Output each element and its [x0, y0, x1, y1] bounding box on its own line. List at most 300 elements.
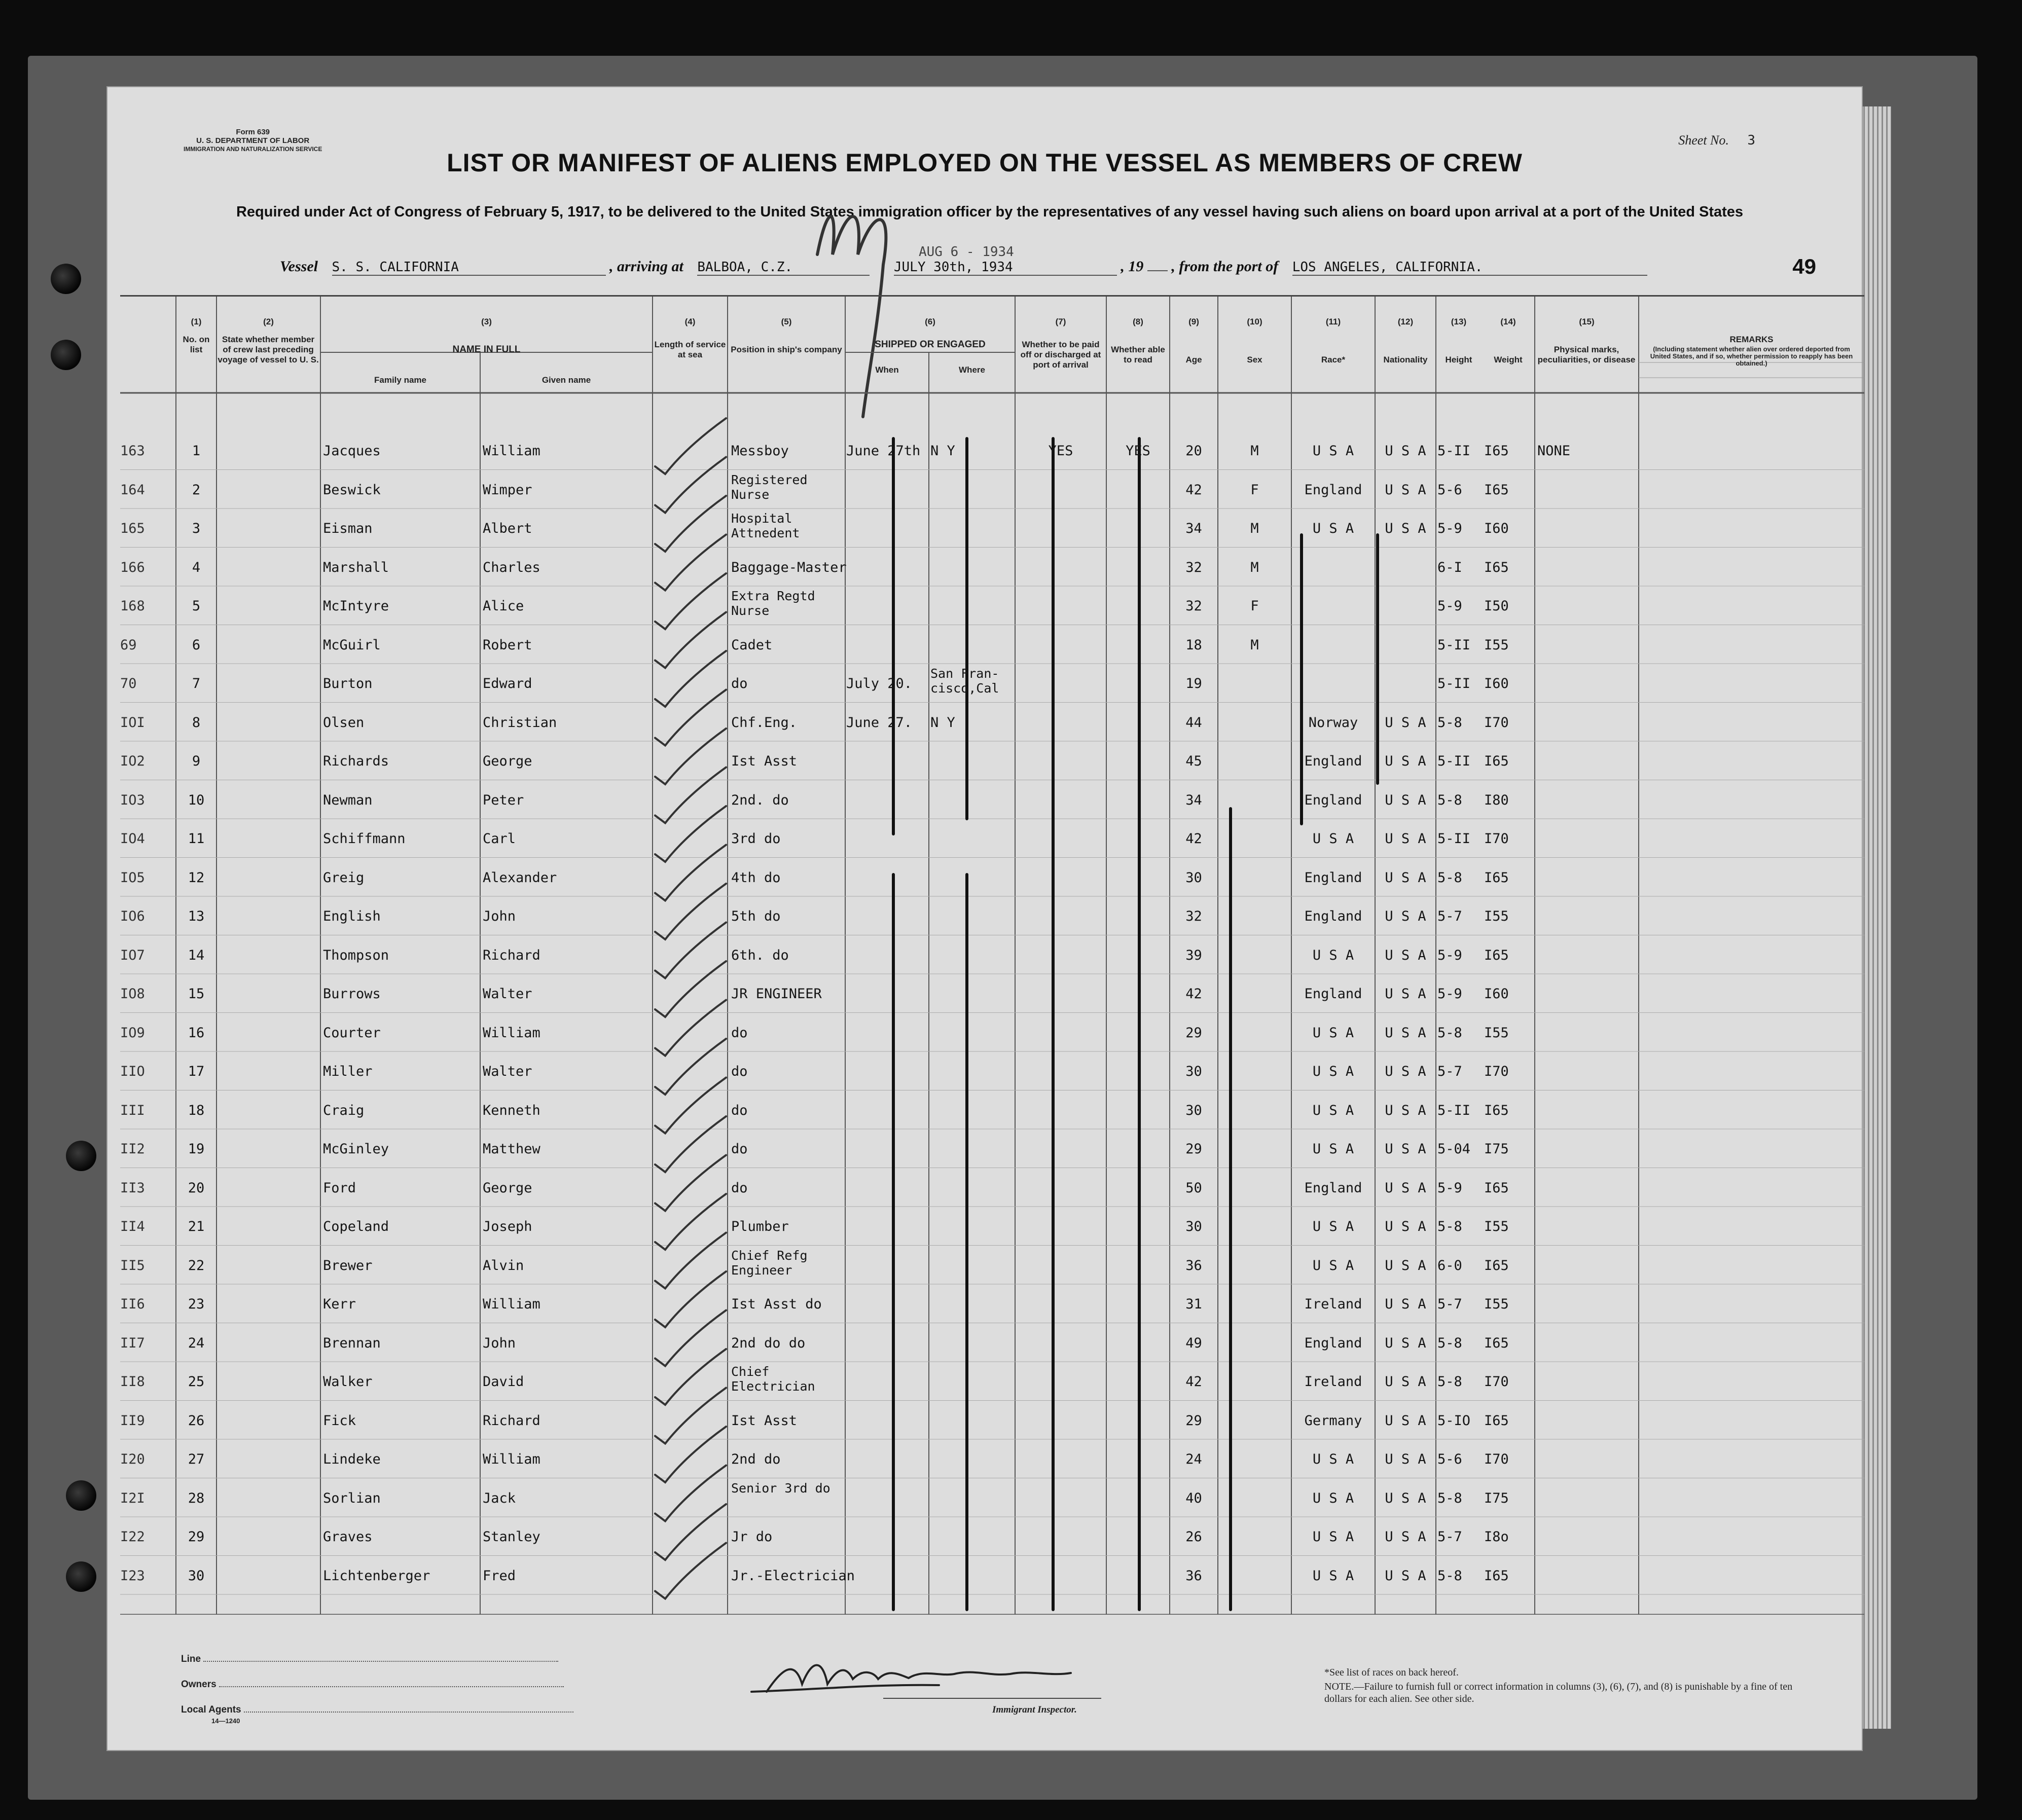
- height: 5-II: [1437, 443, 1471, 459]
- col-15-number: (15): [1579, 317, 1595, 326]
- vessel-name: S. S. CALIFORNIA: [332, 260, 606, 276]
- weight: I65: [1484, 753, 1509, 769]
- position: Jr.-Electrician: [731, 1568, 855, 1584]
- nationality: U S A: [1385, 1412, 1426, 1429]
- race: Ireland: [1304, 1296, 1362, 1312]
- row-number: 17: [188, 1064, 205, 1079]
- row-number: 23: [188, 1296, 205, 1312]
- penalty-note: NOTE.—Failure to furnish full or correct information in columns (3), (6), (7), and (8) is punishable by a fine of ten dollars for each alien. See other side.: [1324, 1681, 1793, 1704]
- row-number: 25: [188, 1374, 205, 1390]
- owners-field: [181, 1679, 564, 1690]
- nationality: U S A: [1385, 1490, 1426, 1506]
- weight: I65: [1484, 1335, 1509, 1351]
- height: 5-II: [1437, 637, 1471, 653]
- age: 36: [1185, 1568, 1202, 1584]
- age: 24: [1185, 1451, 1202, 1467]
- nationality: U S A: [1385, 1141, 1426, 1157]
- date-stamp: AUG 6 - 1934: [919, 244, 1014, 260]
- position: do: [731, 1141, 748, 1157]
- arrival-date: JULY 30th, 1934: [894, 260, 1117, 276]
- age: 50: [1185, 1180, 1202, 1196]
- row-number: 8: [192, 714, 201, 731]
- given-name: William: [483, 1296, 540, 1312]
- row-reference: II5: [120, 1257, 145, 1273]
- row-reference: I20: [120, 1451, 145, 1467]
- nationality: U S A: [1385, 443, 1426, 459]
- age: 42: [1185, 1374, 1202, 1390]
- height: 5-9: [1437, 986, 1462, 1002]
- agents-field: [181, 1704, 573, 1716]
- row-number: 4: [192, 559, 201, 575]
- col-header-remarks: REMARKS: [1729, 335, 1774, 344]
- col-header-paid-off: Whether to be paid off or discharged at port of arrival: [1020, 340, 1101, 370]
- col-10-number: (10): [1247, 317, 1262, 326]
- row-reference: 163: [120, 443, 145, 459]
- position: Senior 3rd do: [731, 1480, 831, 1496]
- col-header-name-in-full: NAME IN FULL: [452, 344, 521, 355]
- position: Chf.Eng.: [731, 714, 798, 731]
- given-name: Kenneth: [483, 1102, 540, 1118]
- col-header-race: Race*: [1321, 355, 1346, 365]
- height: 5-II: [1437, 831, 1471, 847]
- nationality: U S A: [1385, 521, 1426, 536]
- row-reference: II6: [120, 1296, 145, 1312]
- family-name: McGuirl: [323, 637, 381, 653]
- row-reference: II4: [120, 1219, 145, 1234]
- position: do: [731, 676, 748, 691]
- race: U S A: [1312, 1219, 1354, 1234]
- height: 5-7: [1437, 1064, 1462, 1079]
- given-name: Jack: [483, 1490, 516, 1506]
- given-name: Matthew: [483, 1141, 540, 1157]
- race: U S A: [1312, 1025, 1354, 1041]
- department-name: U. S. DEPARTMENT OF LABOR: [196, 136, 310, 145]
- binder-hole: [66, 1561, 96, 1592]
- col-12-number: (12): [1397, 317, 1414, 326]
- col-8-number: (8): [1133, 317, 1143, 326]
- weight: I55: [1484, 908, 1509, 924]
- given-name: Christian: [483, 714, 557, 731]
- race: Ireland: [1304, 1374, 1362, 1390]
- shipped-where: San Fran-cisco,Cal: [930, 666, 999, 696]
- position: do: [731, 1064, 748, 1079]
- age: 44: [1185, 714, 1202, 731]
- family-name: McGinley: [323, 1141, 389, 1157]
- given-name: William: [483, 1451, 540, 1467]
- height: 5-6: [1437, 1451, 1462, 1467]
- col-4-number: (4): [684, 317, 696, 326]
- vessel-label: Vessel: [280, 258, 318, 275]
- race: U S A: [1312, 1257, 1354, 1273]
- row-number: 13: [188, 908, 205, 924]
- position: Ist Asst: [731, 1412, 798, 1429]
- row-number: 2: [192, 482, 201, 498]
- position: Ist Asst: [731, 753, 798, 769]
- row-reference: III: [120, 1102, 145, 1118]
- able-to-read: YES: [1126, 443, 1150, 459]
- family-name: Greig: [323, 869, 365, 886]
- race: U S A: [1312, 1568, 1354, 1584]
- shipped-when: June 27.: [846, 714, 913, 731]
- sheet-number: [1678, 133, 1755, 148]
- row-reference: IO4: [120, 831, 145, 847]
- family-name: Fick: [323, 1412, 356, 1429]
- row-reference: IO7: [120, 947, 145, 963]
- race: U S A: [1312, 831, 1354, 847]
- age: 19: [1185, 676, 1202, 691]
- given-name: George: [483, 1180, 532, 1196]
- weight: I70: [1484, 1374, 1509, 1390]
- family-name: Lichtenberger: [323, 1568, 430, 1584]
- given-name: Fred: [483, 1568, 516, 1584]
- col-header-age: Age: [1185, 355, 1202, 365]
- arriving-label: , arriving at: [609, 258, 683, 275]
- row-reference: I23: [120, 1568, 145, 1584]
- family-name: Richards: [323, 753, 389, 769]
- height: 5-9: [1437, 521, 1462, 536]
- age: 30: [1185, 1064, 1202, 1079]
- given-name: John: [483, 1335, 516, 1351]
- age: 45: [1185, 753, 1202, 769]
- col-header-no-on-list: No. on list: [183, 335, 210, 354]
- given-name: Charles: [483, 559, 540, 575]
- nationality: U S A: [1385, 1180, 1426, 1196]
- nationality: U S A: [1385, 1374, 1426, 1390]
- family-name: Olsen: [323, 714, 365, 731]
- manifest-sheet: [106, 86, 1863, 1751]
- weight: I55: [1484, 1219, 1509, 1234]
- row-number: 15: [188, 986, 205, 1002]
- arrival-port: BALBOA, C.Z.: [697, 260, 870, 276]
- page-number: 49: [1792, 254, 1816, 278]
- family-name: Craig: [323, 1102, 365, 1118]
- col-header-physical-marks: Physical marks, peculiarities, or disease: [1537, 345, 1636, 365]
- height: 5-04: [1437, 1141, 1471, 1157]
- page-subtitle: Required under Act of Congress of February 5, 1917, to be delivered to the United States immigration officer by the representatives of any vessel having such aliens on board upon arrival at a port of the United States: [236, 204, 1744, 220]
- binder-hole: [66, 1480, 96, 1511]
- col-header-remarks-note: (Including statement whether alien over ordered deported from United States, and if so, whether permission to reapply has been obtained.): [1650, 345, 1853, 367]
- race: England: [1304, 1180, 1362, 1196]
- family-name: Newman: [323, 792, 373, 808]
- family-name: Kerr: [323, 1296, 356, 1312]
- row-reference: II9: [120, 1412, 145, 1429]
- family-name: Jacques: [323, 443, 381, 459]
- row-number: 30: [188, 1568, 205, 1584]
- given-name: Peter: [483, 792, 524, 808]
- given-name: Joseph: [483, 1219, 532, 1234]
- row-number: 14: [188, 947, 205, 963]
- weight: I65: [1484, 947, 1509, 963]
- row-number: 21: [188, 1219, 205, 1234]
- height: 5-8: [1437, 1490, 1462, 1506]
- height: 5-8: [1437, 1219, 1462, 1234]
- sex: M: [1250, 443, 1259, 459]
- given-name: Stanley: [483, 1529, 540, 1545]
- col-2-number: (2): [263, 317, 274, 326]
- race: England: [1304, 482, 1362, 498]
- service-check-mark: [655, 1543, 726, 1599]
- row-number: 1: [192, 443, 201, 459]
- nationality: U S A: [1385, 1257, 1426, 1273]
- age: 32: [1185, 908, 1202, 924]
- col-header-able-to-read: Whether able to read: [1111, 345, 1165, 365]
- height: 5-II: [1437, 1102, 1471, 1118]
- age: 26: [1185, 1529, 1202, 1545]
- row-number: 20: [188, 1180, 205, 1196]
- family-name: Graves: [323, 1529, 373, 1545]
- row-reference: 70: [120, 676, 137, 691]
- row-reference: II2: [120, 1141, 145, 1157]
- binder-hole: [51, 264, 81, 294]
- col-header-sex: Sex: [1247, 355, 1262, 365]
- row-reference: II3: [120, 1180, 145, 1196]
- height: 5-7: [1437, 908, 1462, 924]
- position: JR ENGINEER: [731, 986, 822, 1002]
- col-9-number: (9): [1188, 317, 1199, 326]
- height: 5-8: [1437, 792, 1462, 808]
- height: 5-II: [1437, 676, 1471, 691]
- nationality: U S A: [1385, 1219, 1426, 1234]
- shipped-when: June 27th: [846, 443, 921, 459]
- nationality: U S A: [1385, 908, 1426, 924]
- weight: I60: [1484, 986, 1509, 1002]
- weight: I65: [1484, 1412, 1509, 1429]
- position: 5th do: [731, 908, 781, 924]
- row-reference: 166: [120, 559, 145, 575]
- weight: I55: [1484, 1025, 1509, 1041]
- row-number: 7: [192, 676, 201, 691]
- family-name: Schiffmann: [323, 831, 406, 847]
- from-port-label: , from the port of: [1171, 258, 1279, 275]
- given-name: John: [483, 908, 516, 924]
- family-name: Miller: [323, 1064, 373, 1079]
- height: 5-II: [1437, 753, 1471, 769]
- family-name: Burrows: [323, 986, 381, 1002]
- owners-label: Owners: [181, 1679, 216, 1690]
- age: 39: [1185, 947, 1202, 963]
- row-number: 11: [188, 831, 205, 847]
- form-number: Form 639: [236, 128, 270, 136]
- position: Jr do: [731, 1529, 773, 1545]
- height: 5-9: [1437, 947, 1462, 963]
- position: 2nd. do: [731, 792, 789, 808]
- row-reference: II7: [120, 1335, 145, 1351]
- sex: M: [1250, 637, 1259, 653]
- family-name: Beswick: [323, 482, 381, 498]
- height: 5-8: [1437, 714, 1462, 731]
- nationality: U S A: [1385, 831, 1426, 847]
- race: England: [1304, 908, 1362, 924]
- sex: M: [1250, 559, 1259, 575]
- row-number: 19: [188, 1141, 205, 1157]
- given-name: Robert: [483, 637, 532, 653]
- inspector-label: Immigrant Inspector.: [992, 1704, 1077, 1715]
- col-header-height: Height: [1445, 355, 1472, 365]
- race: U S A: [1312, 1451, 1354, 1467]
- row-number: 12: [188, 869, 205, 886]
- line-field: [181, 1654, 558, 1665]
- row-number: 6: [192, 637, 201, 653]
- col-14-number: (14): [1500, 317, 1516, 326]
- family-name: Marshall: [323, 559, 389, 575]
- age: 49: [1185, 1335, 1202, 1351]
- given-name: Walter: [483, 1064, 532, 1079]
- race: U S A: [1312, 1529, 1354, 1545]
- race: England: [1304, 986, 1362, 1002]
- weight: I65: [1484, 869, 1509, 886]
- nationality: U S A: [1385, 947, 1426, 963]
- race: England: [1304, 792, 1362, 808]
- height: 6-0: [1437, 1257, 1462, 1273]
- weight: I65: [1484, 1102, 1509, 1118]
- col-header-when: When: [875, 365, 899, 375]
- race: U S A: [1312, 1064, 1354, 1079]
- height: 5-8: [1437, 1025, 1462, 1041]
- position: 4th do: [731, 869, 781, 886]
- col-header-length-of-service: Length of service at sea: [654, 340, 726, 359]
- shipped-where: N Y: [930, 714, 955, 731]
- nationality: U S A: [1385, 1335, 1426, 1351]
- row-reference: IO6: [120, 908, 145, 924]
- position: Baggage-Master: [731, 559, 847, 575]
- from-port: LOS ANGELES, CALIFORNIA.: [1292, 260, 1647, 276]
- race: Norway: [1308, 714, 1358, 731]
- family-name: Sorlian: [323, 1490, 381, 1506]
- given-name: Alexander: [483, 869, 557, 886]
- weight: I50: [1484, 598, 1509, 614]
- age: 29: [1185, 1412, 1202, 1429]
- weight: I60: [1484, 676, 1509, 691]
- age: 20: [1185, 443, 1202, 459]
- row-number: 24: [188, 1335, 205, 1351]
- weight: I55: [1484, 1296, 1509, 1312]
- col-3-number: (3): [481, 317, 492, 326]
- weight: I70: [1484, 1451, 1509, 1467]
- weight: I60: [1484, 521, 1509, 536]
- height: 5-7: [1437, 1296, 1462, 1312]
- age: 30: [1185, 1102, 1202, 1118]
- given-name: George: [483, 753, 532, 769]
- age: 29: [1185, 1141, 1202, 1157]
- age: 42: [1185, 831, 1202, 847]
- row-reference: IOI: [120, 714, 145, 731]
- race: U S A: [1312, 947, 1354, 963]
- inspector-signature: [746, 1649, 1111, 1704]
- given-name: Richard: [483, 947, 540, 963]
- row-reference: IO8: [120, 986, 145, 1002]
- nationality: U S A: [1385, 1296, 1426, 1312]
- position: do: [731, 1025, 748, 1041]
- age: 30: [1185, 1219, 1202, 1234]
- row-reference: I2I: [120, 1490, 145, 1506]
- given-name: Alvin: [483, 1257, 524, 1273]
- race: England: [1304, 869, 1362, 886]
- given-name: David: [483, 1374, 524, 1390]
- position: Plumber: [731, 1219, 789, 1234]
- vessel-line: [280, 258, 1647, 276]
- col-header-last-voyage: State whether member of crew last preceding voyage of vessel to U. S.: [218, 335, 319, 365]
- race-footnote: *See list of races on back hereof.: [1324, 1667, 1459, 1678]
- height: 5-9: [1437, 1180, 1462, 1196]
- row-number: 22: [188, 1257, 205, 1273]
- family-name: English: [323, 908, 381, 924]
- row-number: 9: [192, 753, 201, 769]
- col-7-number: (7): [1055, 317, 1066, 326]
- weight: I75: [1484, 1490, 1509, 1506]
- col-header-family-name: Family name: [374, 375, 426, 385]
- given-name: Carl: [483, 831, 516, 847]
- family-name: Burton: [323, 676, 373, 691]
- height: 5-8: [1437, 869, 1462, 886]
- row-number: 16: [188, 1025, 205, 1041]
- nationality: U S A: [1385, 1102, 1426, 1118]
- weight: I8o: [1484, 1529, 1509, 1545]
- row-reference: II8: [120, 1374, 145, 1390]
- row-reference: 165: [120, 521, 145, 536]
- age: 32: [1185, 559, 1202, 575]
- height: 5-IO: [1437, 1412, 1471, 1429]
- given-name: Alice: [483, 598, 524, 614]
- row-number: 3: [192, 521, 201, 536]
- race: England: [1304, 753, 1362, 769]
- position: 3rd do: [731, 831, 781, 847]
- height: 5-9: [1437, 598, 1462, 614]
- age: 31: [1185, 1296, 1202, 1312]
- weight: I75: [1484, 1141, 1509, 1157]
- age: 34: [1185, 792, 1202, 808]
- col-header-nationality: Nationality: [1383, 355, 1428, 365]
- race: England: [1304, 1335, 1362, 1351]
- race: U S A: [1312, 1141, 1354, 1157]
- height: 5-7: [1437, 1529, 1462, 1545]
- family-name: Lindeke: [323, 1451, 381, 1467]
- physical-marks: NONE: [1537, 443, 1571, 459]
- age: 42: [1185, 482, 1202, 498]
- nationality: U S A: [1385, 753, 1426, 769]
- nationality: U S A: [1385, 792, 1426, 808]
- age: 34: [1185, 521, 1202, 536]
- position: do: [731, 1102, 748, 1118]
- col-6-number: (6): [925, 317, 935, 326]
- row-reference: 168: [120, 598, 145, 614]
- col-header-position: Position in ship's company: [731, 345, 842, 354]
- height: 6-I: [1437, 559, 1462, 575]
- family-name: Walker: [323, 1374, 373, 1390]
- family-name: Ford: [323, 1180, 356, 1196]
- position: Chief Refg Engineer: [731, 1248, 808, 1278]
- height: 5-8: [1437, 1335, 1462, 1351]
- given-name: Wimper: [483, 482, 532, 498]
- position: 6th. do: [731, 947, 789, 963]
- position: 2nd do: [731, 1451, 781, 1467]
- weight: I65: [1484, 482, 1509, 498]
- family-name: McIntyre: [323, 598, 389, 614]
- position: Messboy: [731, 443, 789, 459]
- height: 5-8: [1437, 1568, 1462, 1584]
- nationality: U S A: [1385, 986, 1426, 1002]
- weight: I65: [1484, 559, 1509, 575]
- position: do: [731, 1180, 748, 1196]
- family-name: Brewer: [323, 1257, 373, 1273]
- age: 42: [1185, 986, 1202, 1002]
- nationality: U S A: [1385, 1025, 1426, 1041]
- nationality: U S A: [1385, 1568, 1426, 1584]
- given-name: William: [483, 1025, 540, 1041]
- race: U S A: [1312, 521, 1354, 536]
- age: 30: [1185, 869, 1202, 886]
- position: Hospital Attnedent: [731, 511, 800, 540]
- sheet-value: 3: [1747, 133, 1755, 148]
